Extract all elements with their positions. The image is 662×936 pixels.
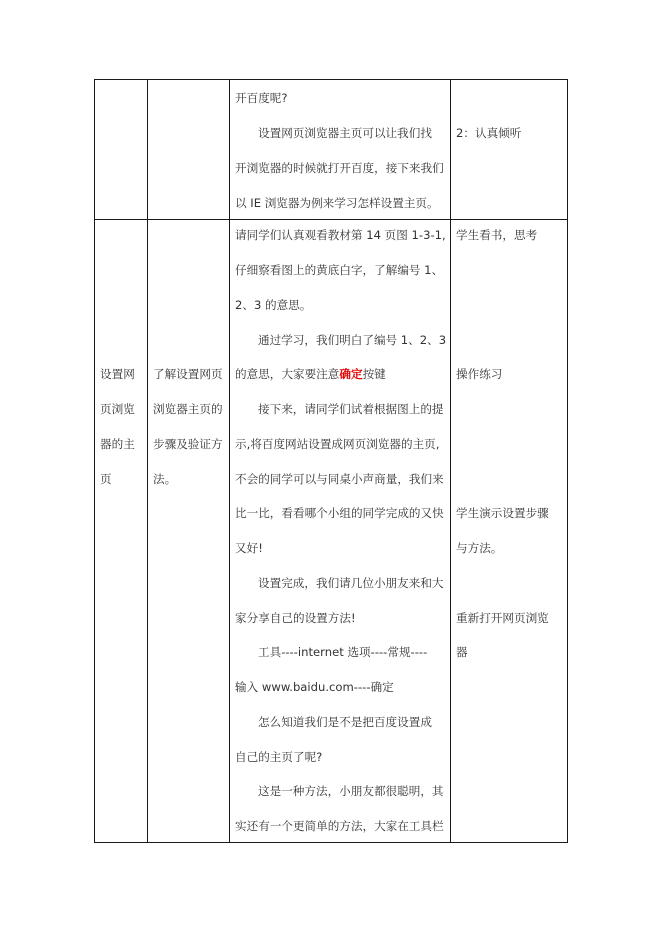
text-line: 怎么知道我们是不是把百度设置成 xyxy=(258,715,432,729)
highlight-confirm-text: 确定 xyxy=(339,367,363,381)
text-line: 比一比，看看哪个小组的同学完成的又快 xyxy=(235,506,444,520)
text-line: 不会的同学可以与同桌小声商量，我们来 xyxy=(235,472,444,486)
text-line xyxy=(235,367,386,382)
text-line: 与方法。 xyxy=(456,541,503,555)
table-row xyxy=(95,220,568,843)
text-line: 接下来，请同学们试着根据图上的提 xyxy=(258,402,444,416)
table-row xyxy=(95,80,568,220)
table-cell-teacher-activity xyxy=(230,220,451,843)
text-line: 设置网页浏览器主页可以让我们找 xyxy=(258,126,432,140)
text-line: 仔细察看图上的黄底白字，了解编号 1、 xyxy=(235,263,444,277)
text-line: 通过学习，我们明白了编号 1、2、3 xyxy=(258,333,447,347)
text-line: 实还有一个更简单的方法，大家在工具栏 xyxy=(235,819,444,833)
text-line: 示,将百度网站设置成网页浏览器的主页, xyxy=(235,437,440,451)
text-line: 2、3 的意思。 xyxy=(235,298,312,312)
text-line: 学生看书，思考 xyxy=(456,228,538,242)
table-cell-topic xyxy=(95,80,148,220)
table-cell-topic xyxy=(95,220,148,843)
lesson-plan-table xyxy=(94,79,568,843)
text-line: 开百度呢? xyxy=(235,91,288,105)
text-line: 2：认真倾听 xyxy=(456,126,522,140)
text-run: 按键 xyxy=(362,367,386,381)
text-line: 操作练习 xyxy=(456,367,503,381)
text-line: 请同学们认真观看教材第 14 页图 1-3-1, xyxy=(235,228,446,242)
text-line: 又好! xyxy=(235,541,263,555)
table-cell-teacher-activity xyxy=(230,80,451,220)
text-line: 了解设置网页 xyxy=(153,367,223,381)
text-line: 自己的主页了呢? xyxy=(235,750,323,764)
text-line: 浏览器主页的 xyxy=(153,402,223,416)
text-line: 家分享自己的设置方法! xyxy=(235,611,356,625)
text-line: 法。 xyxy=(153,472,177,486)
text-line: 重新打开网页浏览 xyxy=(456,611,549,625)
table-cell-student-activity xyxy=(451,80,568,220)
text-run: 的意思，大家要注意 xyxy=(235,367,340,381)
text-line: 以 IE 浏览器为例来学习怎样设置主页。 xyxy=(235,196,439,210)
text-line: 输入 www.baidu.com----确定 xyxy=(235,680,394,694)
text-line: 工具----internet 选项----常规---- xyxy=(258,645,428,659)
text-line: 设置完成，我们请几位小朋友来和大 xyxy=(258,576,444,590)
table-cell-student-activity xyxy=(451,220,568,843)
text-line: 设置网 xyxy=(100,367,135,381)
table-cell-goal xyxy=(148,80,230,220)
text-line: 步骤及验证方 xyxy=(153,437,223,451)
text-line: 页 xyxy=(100,472,112,486)
text-line: 这是一种方法，小朋友都很聪明，其 xyxy=(258,784,444,798)
text-line: 学生演示设置步骤 xyxy=(456,506,549,520)
table-cell-goal xyxy=(148,220,230,843)
text-line: 页浏览 xyxy=(100,402,135,416)
text-line: 器的主 xyxy=(100,437,135,451)
text-line: 开浏览器的时候就打开百度，接下来我们 xyxy=(235,161,444,175)
text-line: 器 xyxy=(456,645,468,659)
